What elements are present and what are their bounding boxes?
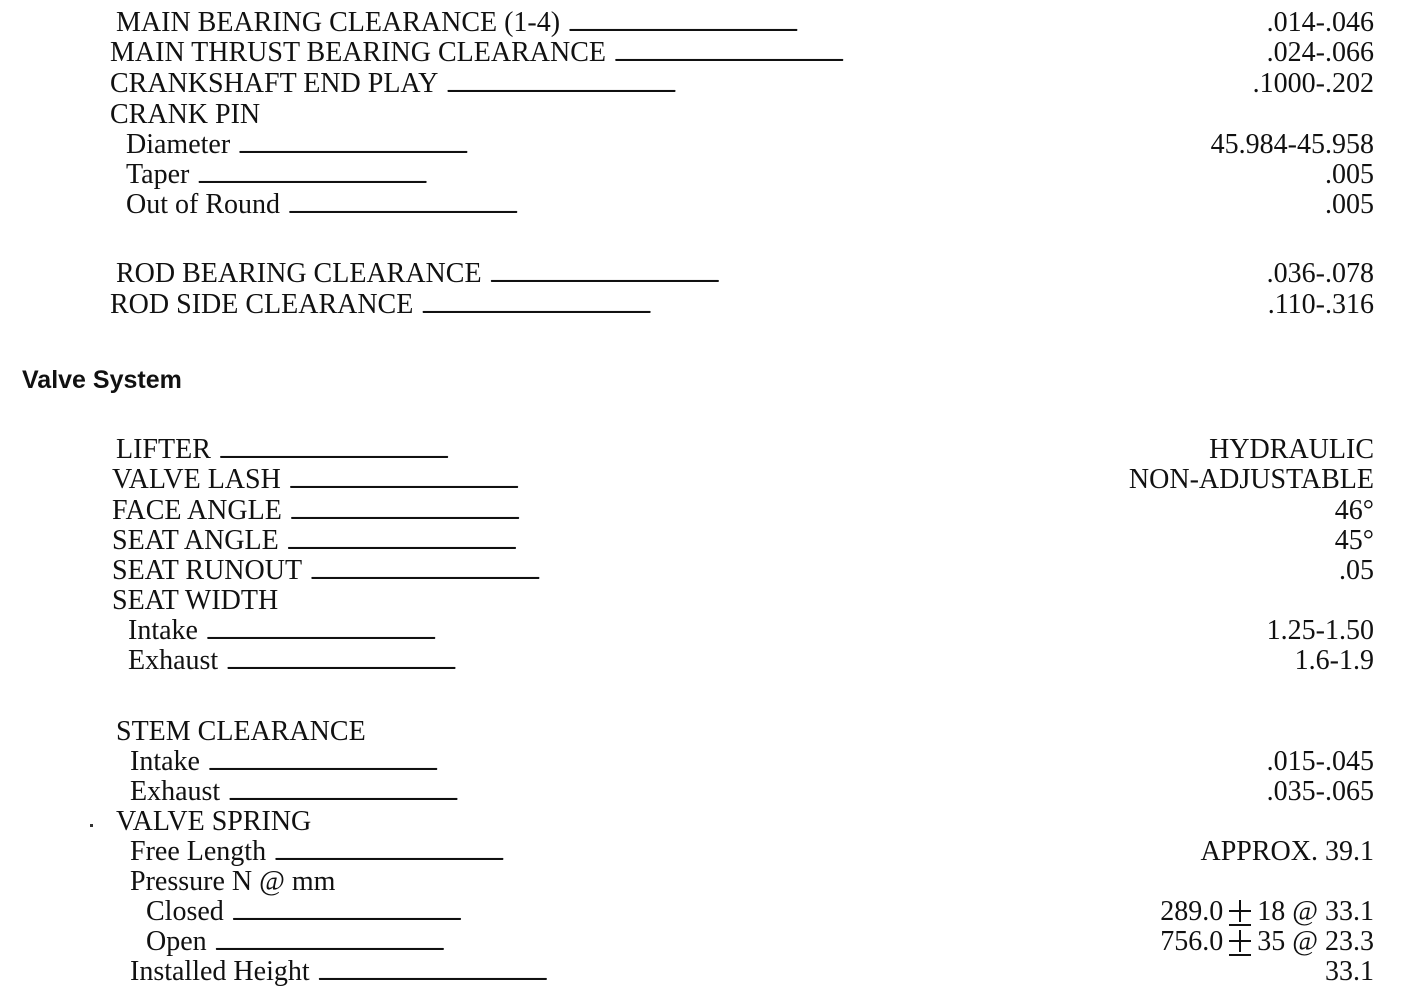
- spec-row-open: [146, 927, 1374, 957]
- dot-leader: [232, 899, 1154, 929]
- spec-row-rod-bearing-clearance: [116, 259, 1374, 289]
- dot-leader: [219, 437, 1203, 467]
- seat-width-heading: SEAT WIDTH: [112, 585, 279, 616]
- spec-row-main-thrust-bearing-clearance: [110, 38, 1374, 68]
- spec-row-valve-lash: [112, 465, 1374, 495]
- spec-row-seat-runout: [112, 556, 1374, 586]
- spec-label: LIFTER: [116, 434, 211, 465]
- plus-minus-icon: [1229, 898, 1251, 926]
- spec-label: SEAT RUNOUT: [112, 555, 303, 586]
- spec-label: Installed Height: [130, 956, 310, 987]
- dot-leader: [288, 192, 1319, 222]
- spec-label: Exhaust: [128, 645, 219, 676]
- spec-label: ROD SIDE CLEARANCE: [110, 289, 414, 320]
- spec-value-main: 756.0: [1160, 926, 1224, 957]
- spec-row-crank-pin-diameter: [126, 130, 1374, 160]
- spec-value-main: 289.0: [1160, 896, 1224, 927]
- dot-leader: [318, 959, 1319, 989]
- spec-row-stem-clearance-exhaust: [130, 777, 1374, 807]
- spec-value: APPROX. 39.1: [1200, 836, 1374, 867]
- dot-leader: [289, 467, 1123, 497]
- spec-value: 45°: [1334, 525, 1374, 556]
- spec-label: CRANKSHAFT END PLAY: [110, 68, 439, 99]
- stem-clearance-heading: STEM CLEARANCE: [116, 716, 366, 747]
- spec-label: Intake: [130, 746, 200, 777]
- spec-row-installed-height: [130, 957, 1374, 987]
- spec-row-crankshaft-end-play: [110, 69, 1374, 99]
- spec-value: .035-.065: [1266, 776, 1374, 807]
- spec-row-crank-pin-out-of-round: [126, 190, 1374, 220]
- spec-label: Free Length: [130, 836, 267, 867]
- spec-label: Intake: [128, 615, 198, 646]
- valve-spring-heading: VALVE SPRING: [116, 806, 312, 837]
- spec-value-tolerance: 18 @ 33.1: [1257, 896, 1374, 927]
- spec-value: .036-.078: [1266, 258, 1374, 289]
- dot-leader: [238, 132, 1205, 162]
- dot-leader: [310, 558, 1333, 588]
- spec-row-face-angle: [112, 496, 1374, 526]
- dot-leader: [490, 261, 1261, 291]
- spec-row-main-bearing-clearance: [116, 8, 1374, 38]
- spec-label: MAIN BEARING CLEARANCE (1-4): [116, 7, 561, 38]
- dot-leader: [197, 162, 1319, 192]
- dot-leader: [226, 648, 1288, 678]
- spec-value: .110-.316: [1267, 289, 1374, 320]
- spec-label: FACE ANGLE: [112, 495, 282, 526]
- dot-leader: [208, 749, 1261, 779]
- spec-label: ROD BEARING CLEARANCE: [116, 258, 482, 289]
- spec-row-stem-clearance-intake: [130, 747, 1374, 777]
- spec-row-seat-angle: [112, 526, 1374, 556]
- spec-value: 46°: [1334, 495, 1374, 526]
- spec-row-free-length: [130, 837, 1374, 867]
- dot-leader: [568, 10, 1261, 40]
- scan-speck: [90, 824, 93, 827]
- spec-value: .05: [1339, 555, 1374, 586]
- spec-label: Out of Round: [126, 189, 280, 220]
- spec-label: Exhaust: [130, 776, 221, 807]
- spec-value-tolerance: 35 @ 23.3: [1257, 926, 1374, 957]
- spec-row-crank-pin-taper: [126, 160, 1374, 190]
- plus-minus-icon: [1229, 928, 1251, 956]
- spec-label: SEAT ANGLE: [112, 525, 279, 556]
- dot-leader: [421, 292, 1261, 322]
- spec-value: .005: [1325, 189, 1374, 220]
- dot-leader: [290, 498, 1329, 528]
- dot-leader: [206, 618, 1261, 648]
- dot-leader: [287, 528, 1329, 558]
- spec-label: VALVE LASH: [112, 464, 281, 495]
- section-title-valve-system: Valve System: [22, 366, 182, 394]
- dot-leader: [228, 779, 1260, 809]
- spec-value: .024-.066: [1266, 37, 1374, 68]
- spec-row-seat-width-intake: [128, 616, 1374, 646]
- spec-value: [1154, 927, 1374, 957]
- spec-value: 45.984-45.958: [1210, 129, 1374, 160]
- spec-value: NON-ADJUSTABLE: [1128, 464, 1374, 495]
- dot-leader: [215, 929, 1155, 959]
- spec-row-closed: [146, 897, 1374, 927]
- spec-value: 1.25-1.50: [1266, 615, 1374, 646]
- spec-value: .1000-.202: [1252, 68, 1374, 99]
- spec-label: Diameter: [126, 129, 231, 160]
- spec-value: 33.1: [1325, 956, 1374, 987]
- pressure-heading: Pressure N @ mm: [130, 866, 336, 897]
- spec-row-rod-side-clearance: [110, 290, 1374, 320]
- crank-pin-heading: CRANK PIN: [110, 99, 261, 130]
- dot-leader: [274, 839, 1194, 869]
- spec-value: 1.6-1.9: [1294, 645, 1374, 676]
- spec-label: Taper: [126, 159, 190, 190]
- spec-value: .005: [1325, 159, 1374, 190]
- spec-value: .015-.045: [1266, 746, 1374, 777]
- spec-row-seat-width-exhaust: [128, 646, 1374, 676]
- spec-label: MAIN THRUST BEARING CLEARANCE: [110, 37, 606, 68]
- dot-leader: [446, 71, 1246, 101]
- spec-value: [1154, 897, 1374, 927]
- spec-value: HYDRAULIC: [1209, 434, 1374, 465]
- spec-label: Closed: [146, 896, 224, 927]
- spec-label: Open: [146, 926, 207, 957]
- dot-leader: [614, 40, 1261, 70]
- spec-row-lifter: [116, 435, 1374, 465]
- spec-value: .014-.046: [1266, 7, 1374, 38]
